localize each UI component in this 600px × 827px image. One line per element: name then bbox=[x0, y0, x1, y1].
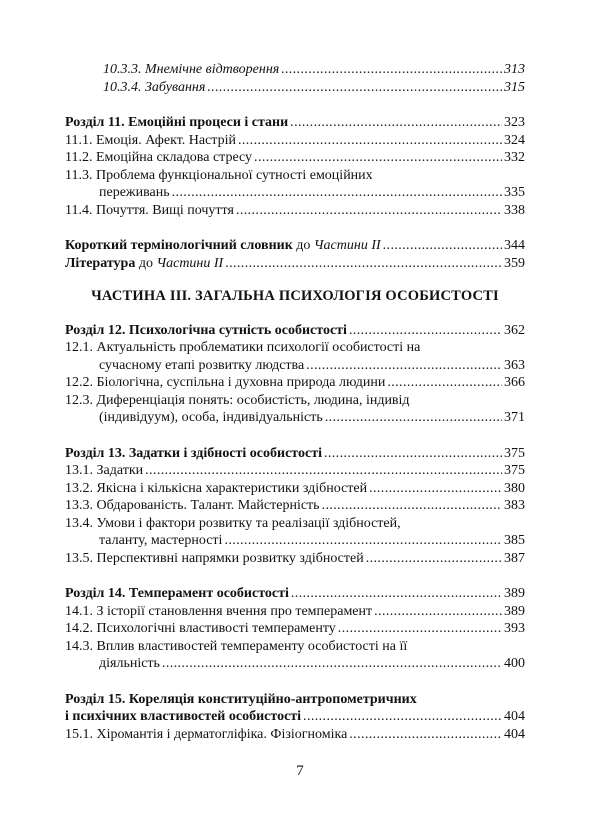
toc-entry-13-2: 13.2. Якісна і кількісна характеристики здібностей ..... 380 bbox=[65, 480, 525, 498]
toc-glossary: Короткий термінологічний словник до Частини ІІ ..... 344 bbox=[65, 237, 525, 255]
toc-entry-11-3: переживань ..... 335 bbox=[65, 184, 525, 202]
toc-entry-12-3: (індивідуум), особа, індивідуальність ..... 371 bbox=[65, 409, 525, 427]
dot-leader bbox=[338, 620, 502, 638]
toc-chapter-11: Розділ 11. Емоційні процеси і стани ..... 323 bbox=[65, 114, 525, 132]
toc-literature: Література до Частини ІІ ..... 359 bbox=[65, 255, 525, 273]
dot-leader bbox=[291, 585, 502, 603]
dot-leader bbox=[162, 655, 502, 673]
dot-leader bbox=[303, 708, 502, 726]
toc-entry-13-5: 13.5. Перспективні напрямки розвитку здібностей ..... 387 bbox=[65, 550, 525, 568]
dot-leader bbox=[254, 149, 502, 167]
dot-leader bbox=[225, 255, 502, 273]
toc-chapter-14: Розділ 14. Темперамент особистості ..... 389 bbox=[65, 585, 525, 603]
dot-leader bbox=[349, 726, 502, 744]
toc-chapter-15-line1: Розділ 15. Кореляція конституційно-антропометричних bbox=[65, 691, 417, 707]
dot-leader bbox=[324, 445, 502, 463]
toc-entry-14-1: 14.1. З історії становлення вчення про темперамент ..... 389 bbox=[65, 603, 525, 621]
toc-entry-14-3: діяльність ..... 400 bbox=[65, 655, 525, 673]
toc-chapter-12: Розділ 12. Психологічна сутність особистості ..... 362 bbox=[65, 322, 525, 340]
table-of-contents bbox=[65, 61, 525, 743]
toc-entry-13-3: 13.3. Обдарованість. Талант. Майстерність ..... 383 bbox=[65, 497, 525, 515]
dot-leader bbox=[238, 132, 502, 150]
dot-leader bbox=[290, 114, 502, 132]
toc-entry-10-3-4: 10.3.4. Забування ..... 315 bbox=[65, 79, 525, 97]
dot-leader bbox=[236, 202, 502, 220]
toc-chapter-15: і психічних властивостей особистості ..... 404 bbox=[65, 708, 525, 726]
dot-leader bbox=[322, 497, 502, 515]
toc-entry-11-1: 11.1. Емоція. Афект. Настрій ..... 324 bbox=[65, 132, 525, 150]
toc-entry-13-1: 13.1. Задатки ..... 375 bbox=[65, 462, 525, 480]
dot-leader bbox=[281, 61, 502, 79]
toc-entry-11-2: 11.2. Емоційна складова стресу ..... 332 bbox=[65, 149, 525, 167]
dot-leader bbox=[349, 322, 502, 340]
toc-chapter-13: Розділ 13. Задатки і здібності особистості ..... 375 bbox=[65, 445, 525, 463]
toc-entry-12-1-line1: 12.1. Актуальність проблематики психології особистості на bbox=[65, 340, 421, 355]
part-title: ЧАСТИНА ІІІ. ЗАГАЛЬНА ПСИХОЛОГІЯ ОСОБИСТОСТІ bbox=[91, 288, 499, 304]
toc-entry-11-3-line1: 11.3. Проблема функціональної сутності емоційних bbox=[65, 167, 373, 183]
dot-leader bbox=[369, 480, 502, 498]
toc-entry-13-4-line1: 13.4. Умови і фактори розвитку та реалізації здібностей, bbox=[65, 515, 401, 531]
toc-entry-14-2: 14.2. Психологічні властивості темпераменту ..... 393 bbox=[65, 620, 525, 638]
page-number: 7 bbox=[296, 763, 304, 779]
dot-leader bbox=[224, 532, 502, 550]
toc-entry-14-3-line1: 14.3. Вплив властивостей темпераменту особистості на її bbox=[65, 638, 408, 654]
dot-leader bbox=[207, 79, 502, 97]
toc-entry-12-2: 12.2. Біологічна, суспільна і духовна природа людини ..... 366 bbox=[65, 374, 525, 392]
dot-leader bbox=[172, 184, 502, 202]
dot-leader bbox=[366, 550, 502, 568]
toc-entry-15-1: 15.1. Хіромантія і дерматогліфіка. Фізіогноміка ..... 404 bbox=[65, 726, 525, 744]
dot-leader bbox=[387, 374, 502, 392]
toc-entry-12-1: сучасному етапі розвитку людства ..... 363 bbox=[65, 357, 525, 375]
toc-entry-10-3-3: 10.3.3. Мнемічне відтворення ..... 313 bbox=[65, 61, 525, 79]
dot-leader bbox=[306, 357, 502, 375]
toc-entry-12-3-line1: 12.3. Диференціація понять: особистість, людина, індивід bbox=[65, 392, 410, 408]
toc-entry-13-4: таланту, мастерності ..... 385 bbox=[65, 532, 525, 550]
dot-leader bbox=[145, 462, 502, 480]
toc-entry-11-4: 11.4. Почуття. Вищі почуття ..... 338 bbox=[65, 202, 525, 220]
dot-leader bbox=[374, 603, 502, 621]
dot-leader bbox=[325, 409, 502, 427]
dot-leader bbox=[383, 237, 502, 255]
